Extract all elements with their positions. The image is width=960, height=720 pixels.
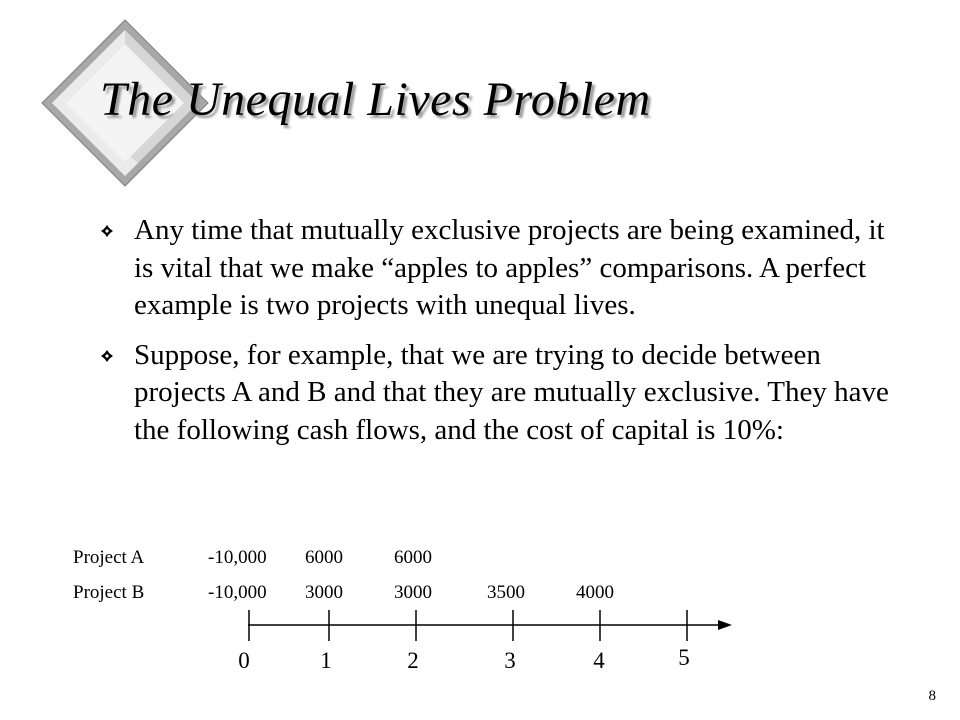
fleur-bullet-icon [100,349,114,363]
bullet-item [100,337,900,450]
period-label: 4 [593,648,605,673]
project-b-cf-1: 3000 [305,582,343,603]
project-a-label: Project A [73,547,145,568]
project-a-cf-1: 6000 [305,547,343,568]
project-b-cf-3: 3500 [487,582,525,603]
slide-title: The Unequal Lives Problem [100,73,651,126]
page-number: 8 [928,688,936,704]
project-a-cf-0: -10,000 [208,547,267,568]
period-label: 3 [504,648,516,673]
project-a-cf-2: 6000 [394,547,432,568]
period-label: 1 [320,648,332,673]
timeline-arrowhead [718,620,732,630]
bullet-text: Any time that mutually exclusive projects are being examined, it is vital that we make “apples to apples” comparisons. A perfect example is two projects with unequal lives. [134,214,885,321]
bullet-text: Suppose, for example, that we are trying to decide between projects A and B and that they are mutually exclusive. They have the following cash flows, and the cost of capital is 10%: [134,338,889,446]
project-b-cf-2: 3000 [394,582,432,603]
period-label: 0 [238,648,250,673]
bullet-list [100,212,900,461]
bullet-item [100,212,900,325]
project-b-label: Project B [73,582,145,603]
fleur-bullet-icon [100,224,114,238]
period-label: 2 [407,648,419,673]
project-b-cf-4: 4000 [576,582,614,603]
period-label: 5 [678,645,690,670]
project-b-cf-0: -10,000 [208,582,267,603]
